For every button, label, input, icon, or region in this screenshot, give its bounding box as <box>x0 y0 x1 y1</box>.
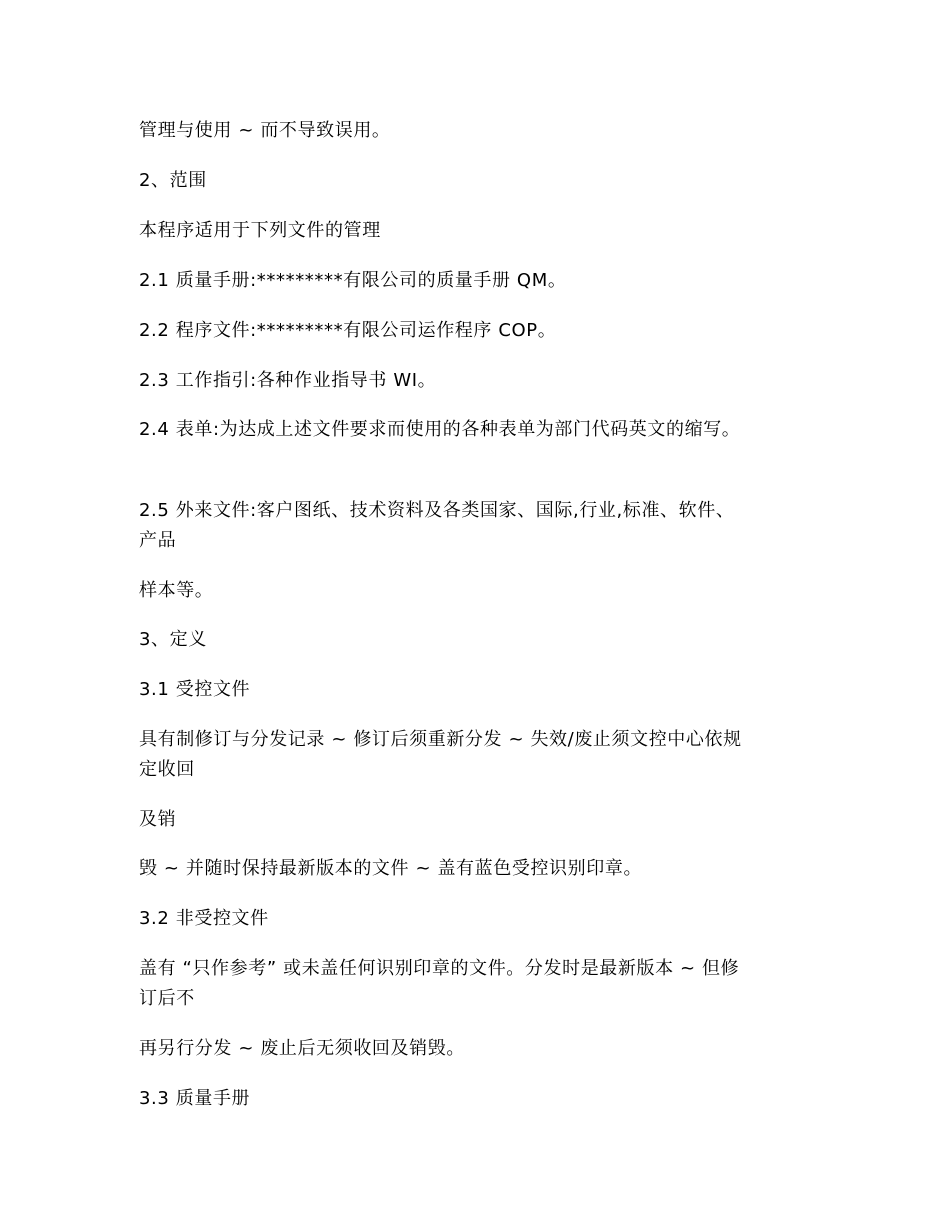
subheading-uncontrolled-documents: 3.2 非受控文件 <box>139 908 269 929</box>
section-heading-definitions: 3、定义 <box>139 629 207 650</box>
text-line: 管理与使用 ~ 而不导致误用。 <box>139 120 391 141</box>
text-line: 具有制修订与分发记录 ~ 修订后须重新分发 ~ 失效/废止须文控中心依规 <box>139 729 742 750</box>
list-item-quality-manual: 2.1 质量手册:*********有限公司的质量手册 QM。 <box>139 270 567 291</box>
section-heading-scope: 2、范围 <box>139 170 207 191</box>
list-item-external-documents: 2.5 外来文件:客户图纸、技术资料及各类国家、国际,行业,标准、软件、 <box>139 500 735 521</box>
list-item-forms: 2.4 表单:为达成上述文件要求而使用的各种表单为部门代码英文的缩写。 <box>139 419 741 440</box>
list-item-work-instructions: 2.3 工作指引:各种作业指导书 WI。 <box>139 370 437 391</box>
text-line: 订后不 <box>139 988 195 1009</box>
text-line: 定收回 <box>139 759 195 780</box>
text-line: 毁 ~ 并随时保持最新版本的文件 ~ 盖有蓝色受控识别印章。 <box>139 858 643 879</box>
text-line: 及销 <box>139 809 177 830</box>
text-line: 本程序适用于下列文件的管理 <box>139 220 381 241</box>
text-line: 样本等。 <box>139 580 214 601</box>
list-item-procedure-documents: 2.2 程序文件:*********有限公司运作程序 COP。 <box>139 320 557 341</box>
subheading-controlled-documents: 3.1 受控文件 <box>139 679 251 700</box>
text-line: 产品 <box>139 530 177 551</box>
text-line: 再另行分发 ~ 废止后无须收回及销毁。 <box>139 1038 465 1059</box>
subheading-quality-manual: 3.3 质量手册 <box>139 1088 251 1109</box>
text-line: 盖有 “只作参考” 或未盖任何识别印章的文件。分发时是最新版本 ~ 但修 <box>139 958 740 979</box>
